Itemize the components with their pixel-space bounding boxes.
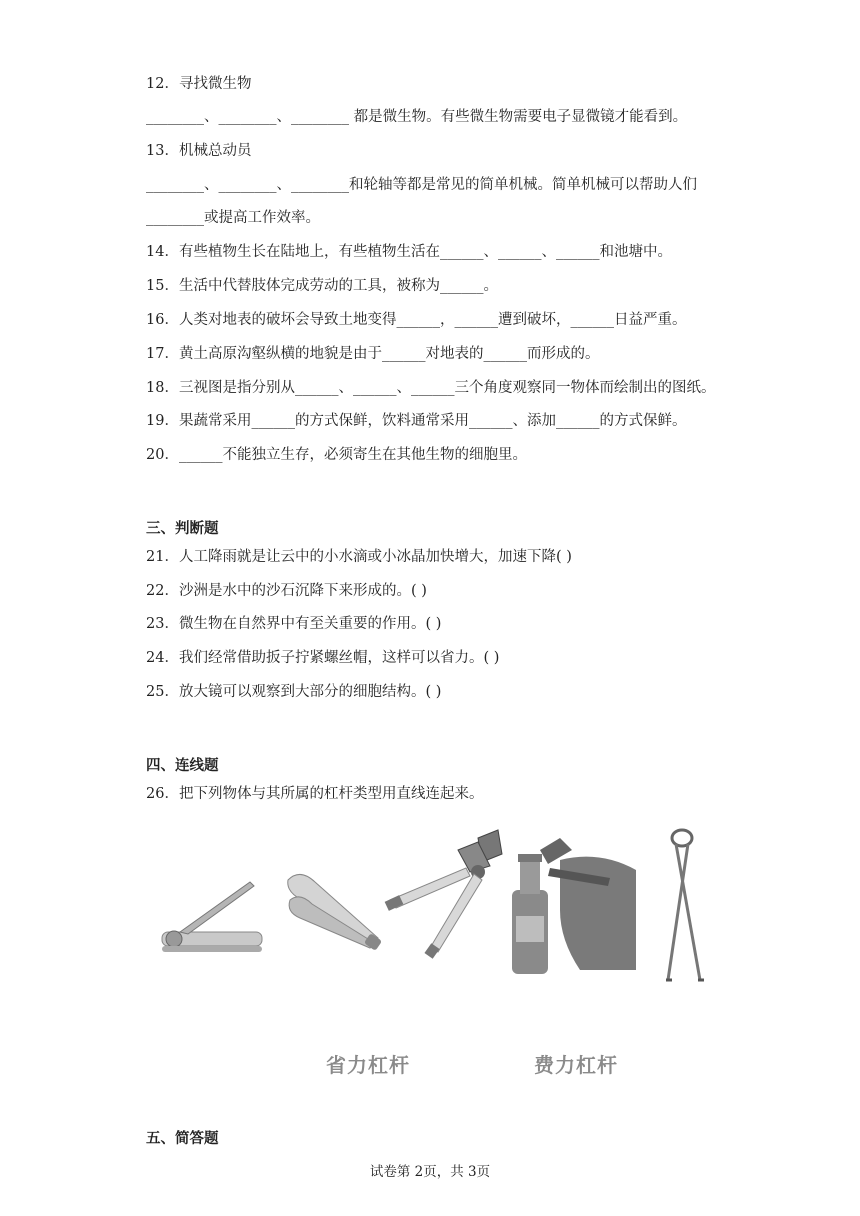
- lever-tools-illustration: [140, 820, 740, 1000]
- q19: 19．果蔬常采用______的方式保鲜，饮料通常采用______、添加______的方式保鲜。: [146, 413, 687, 429]
- lever-label-force-saving: 省力杠杆: [326, 1053, 410, 1077]
- q13-text-1: ________、________、________和轮轴等都是常见的简单机械。简单机械可以帮助人们: [146, 177, 697, 193]
- q21: 21．人工降雨就是让云中的小水滴或小冰晶加快增大，加速下降( ): [146, 549, 572, 565]
- q25: 25．放大镜可以观察到大部分的细胞结构。( ): [146, 684, 442, 700]
- nail-clipper-icon: [162, 882, 262, 952]
- section-short-answer-heading: 五、简答题: [146, 1131, 219, 1147]
- long-tongs-icon: [666, 830, 704, 980]
- lever-label-force-costing: 费力杠杆: [534, 1053, 618, 1077]
- q12-title: 12．寻找微生物: [146, 76, 252, 92]
- page-footer: 试卷第 2页，共 3页: [369, 1164, 491, 1180]
- section-matching-heading: 四、连线题: [146, 758, 219, 774]
- q15: 15．生活中代替肢体完成劳动的工具，被称为______。: [146, 278, 498, 294]
- q23: 23．微生物在自然界中有至关重要的作用。( ): [146, 616, 442, 632]
- q13-title: 13．机械总动员: [146, 143, 252, 159]
- q14: 14．有些植物生长在陆地上，有些植物生活在______、______、______和池塘中。: [146, 244, 672, 260]
- tongs-icon: [288, 874, 382, 950]
- q18: 18．三视图是指分别从______、______、______三个角度观察同一物体而绘制出的图纸。: [146, 380, 716, 396]
- q22: 22．沙洲是水中的沙石沉降下来形成的。( ): [146, 583, 427, 599]
- q12-text: ________、________、________ 都是微生物。有些微生物需要电子显微镜才能看到。: [146, 109, 688, 125]
- q20: 20．______不能独立生存，必须寄生在其他生物的细胞里。: [146, 447, 527, 463]
- q26: 26．把下列物体与其所属的杠杆类型用直线连起来。: [146, 786, 484, 802]
- q17: 17．黄土高原沟壑纵横的地貌是由于______对地表的______而形成的。: [146, 346, 600, 362]
- pliers-icon: [385, 830, 502, 959]
- q13-text-2: ________或提高工作效率。: [146, 210, 320, 226]
- q24: 24．我们经常借助扳子拧紧螺丝帽，这样可以省力。( ): [146, 650, 500, 666]
- q16: 16．人类对地表的破坏会导致土地变得______，______遭到破坏，______日益严重。: [146, 312, 687, 328]
- section-judgement-heading: 三、判断题: [146, 521, 219, 537]
- bottle-opener-icon: [512, 838, 636, 974]
